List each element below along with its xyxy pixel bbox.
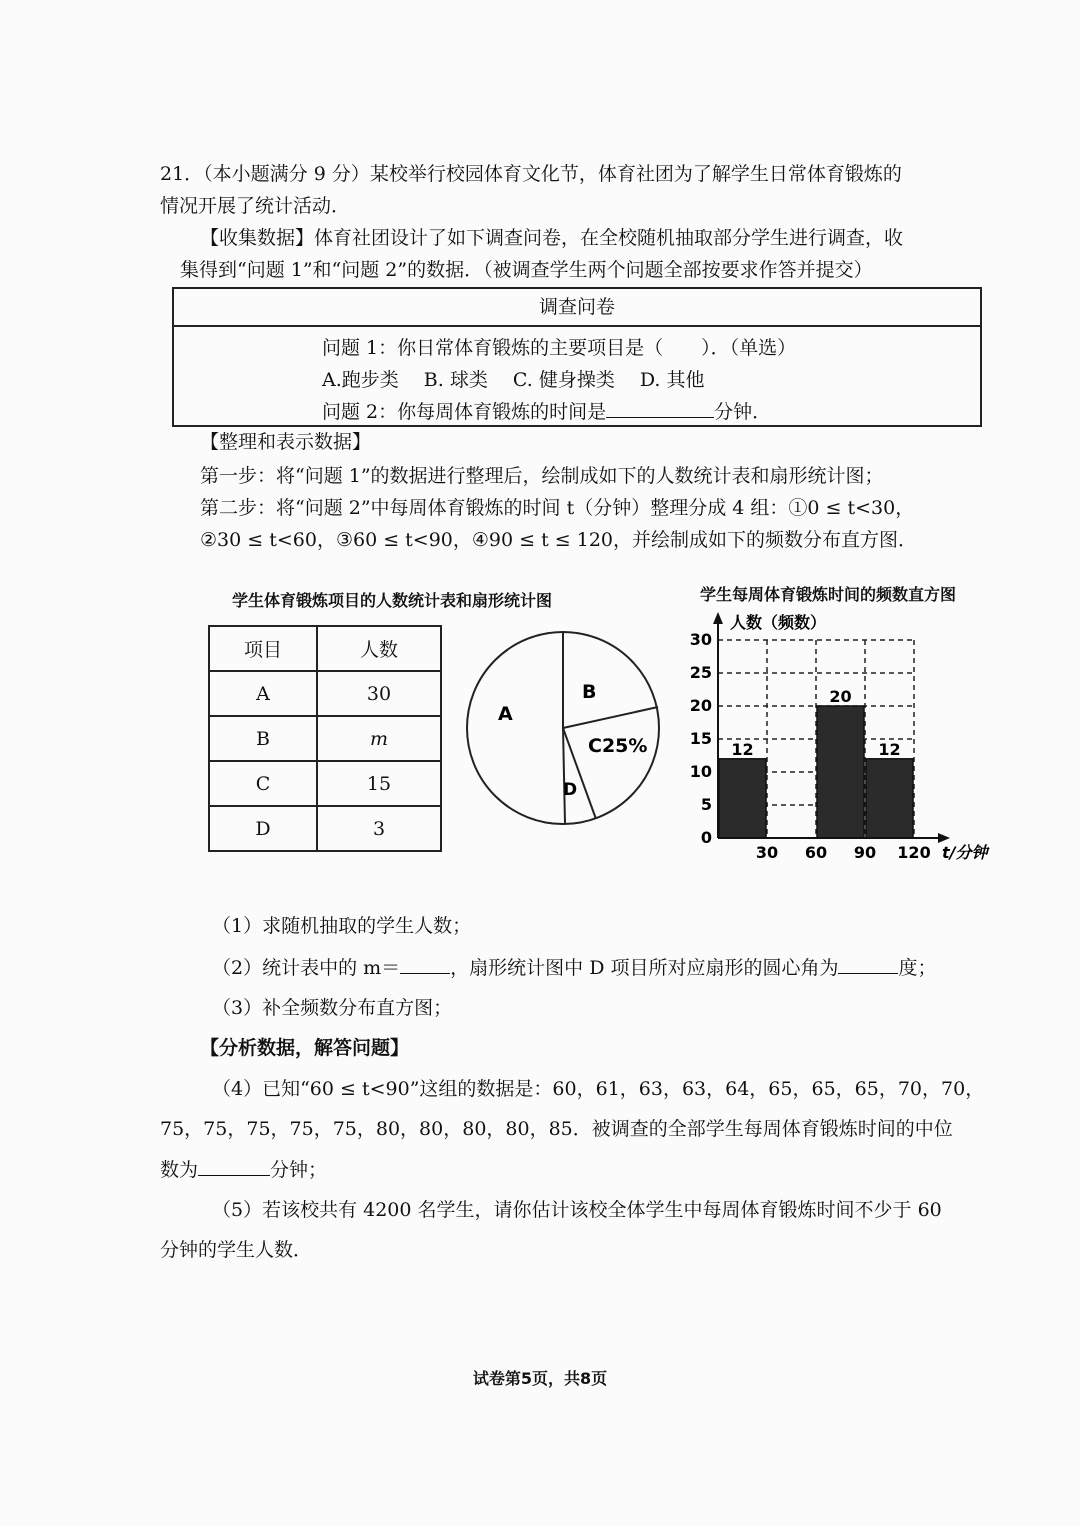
collect-data-line: 【收集数据】体育社团设计了如下调查问卷，在全校随机抽取部分学生进行调查，收: [200, 227, 904, 249]
pie-divider-bc: [563, 707, 658, 728]
y-axis-arrow: [713, 612, 723, 624]
question-3: （3）补全频数分布直方图；: [212, 997, 453, 1019]
survey-question-1: 问题 1：你日常体育锻炼的主要项目是（ ）．（单选）: [322, 337, 797, 359]
step-2: 第二步：将“问题 2”中每周体育锻炼的时间 t（分钟）整理分成 4 组：①0 ≤ t<30，: [200, 497, 915, 519]
table-header-count: 人数: [317, 626, 441, 671]
question-4-part-a: 数为: [160, 1159, 199, 1181]
question-2-part-a: （2）统计表中的 m＝: [212, 957, 401, 979]
table-cell-item: C: [209, 761, 317, 806]
histogram-bar: [719, 759, 766, 838]
organize-title: 【整理和表示数据】: [200, 431, 372, 453]
question-4-line-1: （4）已知“60 ≤ t<90”这组的数据是：60，61，63，63，64，65，65，65，70，70，: [212, 1078, 985, 1100]
table-cell-count: 15: [317, 761, 441, 806]
table-cell-item: A: [209, 671, 317, 716]
statistics-table: [208, 625, 442, 852]
table-cell-count: m: [317, 716, 441, 761]
question-4-part-b: 分钟；: [270, 1159, 328, 1181]
answer-blank: [198, 1157, 270, 1176]
collect-data-line-2: 集得到“问题 1”和“问题 2”的数据．（被调查学生两个问题全部按要求作答并提交）: [180, 259, 873, 281]
survey-question-2: [322, 397, 771, 424]
x-tick-label: 120: [897, 843, 931, 862]
question-1: （1）求随机抽取的学生人数；: [212, 915, 472, 937]
frequency-histogram: [688, 608, 1000, 870]
y-tick-label: 15: [689, 729, 712, 748]
question-2-part-c: 度；: [898, 957, 937, 979]
survey-box: [172, 287, 982, 427]
page-footer: 试卷第5页，共8页: [472, 1369, 608, 1388]
table-header-item: 项目: [209, 626, 317, 671]
bar-data-label: 12: [878, 739, 901, 759]
question-5-line-2: 分钟的学生人数．: [160, 1239, 313, 1261]
analysis-title: 【分析数据，解答问题】: [200, 1037, 410, 1059]
question-2: [212, 955, 937, 980]
y-tick-label: 0: [700, 828, 712, 847]
survey-header: 调查问卷: [174, 289, 980, 327]
histogram-bar: [817, 706, 864, 838]
table-row: [209, 806, 441, 851]
y-tick-label: 20: [689, 696, 712, 715]
question-2-part-b: ，扇形统计图中 D 项目所对应扇形的圆心角为: [450, 957, 839, 979]
histogram-x-label: t/分钟: [942, 843, 988, 862]
table-cell-count: 30: [317, 671, 441, 716]
step-1: 第一步：将“问题 1”的数据进行整理后，绘制成如下的人数统计表和扇形统计图；: [200, 465, 884, 487]
pie-label-c: C25%: [588, 735, 648, 757]
x-axis-arrow: [938, 833, 950, 843]
question-5-line-1: （5）若该校共有 4200 名学生，请你估计该校全体学生中每周体育锻炼时间不少于 60: [212, 1199, 942, 1221]
x-tick-label: 90: [853, 843, 877, 862]
pie-chart: [460, 628, 670, 828]
survey-question-1-options: A.跑步类 B. 球类 C. 健身操类 D. 其他: [322, 369, 705, 391]
histogram-title: 学生每周体育锻炼时间的频数直方图: [700, 585, 957, 604]
histogram-y-label: 人数（频数）: [730, 613, 827, 632]
problem-line-1: 21．（本小题满分 9 分）某校举行校园体育文化节，体育社团为了解学生日常体育锻炼的: [160, 163, 902, 185]
table-cell-item: D: [209, 806, 317, 851]
table-row: [209, 716, 441, 761]
histogram-bar: [866, 759, 913, 838]
bar-data-label: 20: [829, 687, 852, 706]
x-tick-label: 60: [804, 843, 828, 862]
survey-question-2-suffix: 分钟．: [714, 401, 772, 423]
table-row: [209, 671, 441, 716]
pie-label-d: D: [563, 780, 578, 800]
pie-divider-da: [563, 728, 565, 824]
pie-label-a: A: [498, 703, 513, 725]
answer-blank: [606, 399, 714, 418]
y-tick-label: 25: [689, 663, 712, 682]
y-tick-label: 5: [700, 795, 712, 814]
table-header-row: [209, 626, 441, 671]
x-tick-label: 30: [755, 843, 779, 862]
table-row: [209, 761, 441, 806]
problem-line-2: 情况开展了统计活动．: [160, 195, 351, 217]
answer-blank: [838, 955, 898, 974]
y-tick-label: 10: [689, 762, 712, 781]
answer-blank: [400, 955, 450, 974]
question-4-line-2: 75，75，75，75，75，80，80，80，80，85．被调查的全部学生每周体育锻炼时间的中位: [160, 1118, 953, 1140]
table-chart-title: 学生体育锻炼项目的人数统计表和扇形统计图: [232, 591, 553, 610]
table-cell-count: 3: [317, 806, 441, 851]
survey-question-2-prefix: 问题 2：你每周体育锻炼的时间是: [322, 401, 607, 423]
question-4-line-3: [160, 1157, 327, 1182]
table-cell-item: B: [209, 716, 317, 761]
step-2-groups: ②30 ≤ t<60，③60 ≤ t<90，④90 ≤ t ≤ 120，并绘制成如下的频数分布直方图．: [200, 529, 917, 551]
bar-data-label: 12: [731, 739, 754, 759]
pie-label-b: B: [582, 681, 597, 703]
y-tick-label: 30: [689, 630, 712, 649]
